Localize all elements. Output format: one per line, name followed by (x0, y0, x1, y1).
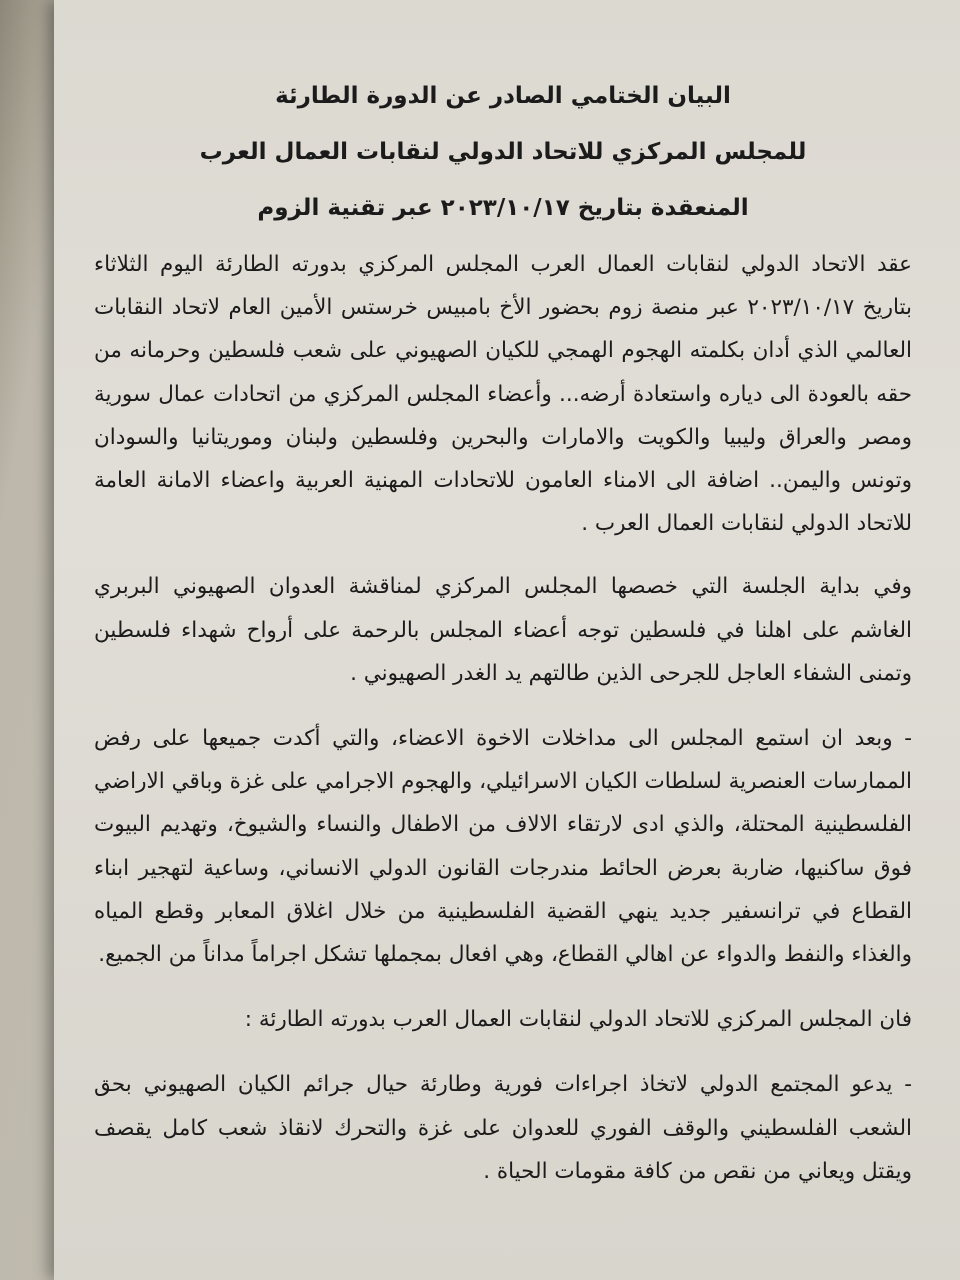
title-line-1: البيان الختامي الصادر عن الدورة الطارئة (275, 83, 731, 109)
document-content (94, 68, 912, 1193)
title-line-2: للمجلس المركزي للاتحاد الدولي لنقابات العمال العرب (199, 139, 807, 165)
paragraph-opening: وفي بداية الجلسة التي خصصها المجلس المركزي لمناقشة العدوان الصهيوني البربري الغاشم على اهلنا في فلسطين توجه أعضاء المجلس بالرحمة على أرواح شهداء فلسطين وتمنى الشفاء العاجل للجرحى الذين طالتهم يد الغدر الصهيوني . (94, 574, 912, 686)
paragraph-resolution-item: - يدعو المجتمع الدولي لاتخاذ اجراءات فورية وطارئة حيال جرائم الكيان الصهيوني بحق الشعب الفلسطيني والوقف الفوري للعدوان على غزة والتحرك لانقاذ شعب كامل يقصف ويقتل ويعاني من نقص من كافة مقومات الحياة . (94, 1072, 912, 1184)
paragraph-resolution-intro: فان المجلس المركزي للاتحاد الدولي لنقابات العمال العرب بدورته الطارئة : (244, 1007, 912, 1033)
paragraph-session-info: عقد الاتحاد الدولي لنقابات العمال العرب المجلس المركزي بدورته الطارئة اليوم الثلاثاء بتاريخ ٢٠٢٣/١٠/١٧ عبر منصة زوم بحضور الأخ بامبيس خرستس الأمين العام لاتحاد النقابات العالمي الذي أدان بكلمته الهجوم الهمجي للكيان الصهيوني على شعب فلسطين وحرمانه من حقه بالعودة الى دياره واستعادة أرضه... وأعضاء المجلس المركزي من اتحادات عمال سورية ومصر والعراق وليبيا والكويت والامارات والبحرين وفلسطين ولبنان وموريتانيا والسودان وتونس واليمن.. اضافة الى الامناء العامون للاتحادات المهنية العربية واعضاء الامانة العامة للاتحاد الدولي لنقابات العمال العرب . (94, 252, 912, 537)
paragraph-discussion: - وبعد ان استمع المجلس الى مداخلات الاخوة الاعضاء، والتي أكدت جميعها على رفض الممارسات العنصرية لسلطات الكيان الاسرائيلي، والهجوم الاجرامي على غزة وباقي الاراضي الفلسطينية المحتلة، والذي ادى لارتقاء الالاف من الاطفال والنساء والشيوخ، وتهديم البيوت فوق ساكنيها، ضاربة بعرض الحائط مندرجات القانون الدولي الانساني، وساعية لتهجير ابناء القطاع في ترانسفير جديد ينهي القضية الفلسطينية من خلال اغلاق المعابر وقطع المياه والغذاء والنفط والدواء عن اهالي القطاع، وهي افعال بمجملها تشكل اجراماً مداناً من الجميع. (94, 726, 912, 968)
document-page (54, 0, 960, 1280)
title-line-3: المنعقدة بتاريخ ٢٠٢٣/١٠/١٧ عبر تقنية الزوم (257, 195, 749, 221)
document-title (94, 68, 912, 236)
